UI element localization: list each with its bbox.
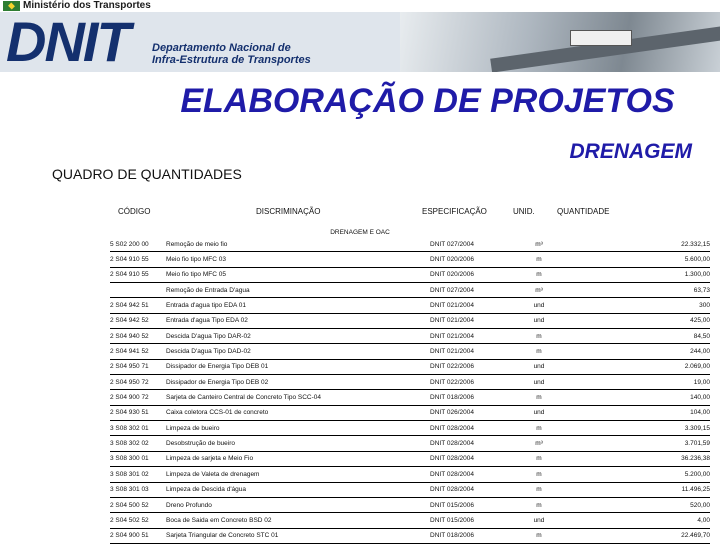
column-header-quantidade: QUANTIDADE <box>557 207 610 216</box>
row-quantidade: 1.300,00 <box>578 267 710 282</box>
row-discriminacao: Descida D'agua Tipo DAD-02 <box>166 344 430 359</box>
row-especificacao: DNIT 018/2006 <box>430 528 500 543</box>
row-unid: m <box>500 467 578 482</box>
row-quantidade: 244,00 <box>578 344 710 359</box>
row-especificacao: DNIT 027/2004 <box>430 237 500 252</box>
row-codigo: 2 S04 502 52 <box>110 513 166 528</box>
row-quantidade: 425,00 <box>578 313 710 328</box>
table-row <box>110 451 710 466</box>
row-especificacao: DNIT 020/2006 <box>430 252 500 267</box>
row-codigo: 3 S08 302 02 <box>110 436 166 451</box>
column-header-unid: UNID. <box>513 207 535 216</box>
row-codigo: 2 S04 900 51 <box>110 528 166 543</box>
row-especificacao: DNIT 028/2004 <box>430 482 500 497</box>
row-discriminacao: Remoção de meio fio <box>166 237 430 252</box>
table-row <box>110 467 710 482</box>
row-codigo: 3 S08 301 02 <box>110 467 166 482</box>
row-especificacao: DNIT 026/2004 <box>430 405 500 420</box>
row-unid: m <box>500 528 578 543</box>
row-quantidade: 140,00 <box>578 390 710 405</box>
row-unid: m <box>500 390 578 405</box>
department-line-1: Departamento Nacional de <box>152 42 291 54</box>
table-row <box>110 482 710 497</box>
department-line-2: Infra-Estrutura de Transportes <box>152 54 311 66</box>
row-especificacao: DNIT 028/2004 <box>430 467 500 482</box>
table-row <box>110 436 710 451</box>
row-quantidade: 11.496,25 <box>578 482 710 497</box>
government-bar <box>0 0 720 12</box>
table-row <box>110 390 710 405</box>
row-codigo: 2 S04 930 51 <box>110 405 166 420</box>
table-row <box>110 375 710 390</box>
table-row <box>110 528 710 543</box>
row-quantidade: 3.701,59 <box>578 436 710 451</box>
row-codigo: 2 S04 950 72 <box>110 375 166 390</box>
row-unid: m <box>500 421 578 436</box>
row-codigo: 2 S04 941 52 <box>110 344 166 359</box>
quantities-table <box>110 237 710 544</box>
row-discriminacao: Caixa coletora CCS-01 de concreto <box>166 405 430 420</box>
table-row <box>110 283 710 298</box>
row-unid: m <box>500 344 578 359</box>
row-codigo: 2 S04 910 55 <box>110 252 166 267</box>
row-discriminacao: Dissipador de Energia Tipo DEB 01 <box>166 359 430 374</box>
row-especificacao: DNIT 021/2004 <box>430 344 500 359</box>
row-discriminacao: Limpeza de Valeta de drenagem <box>166 467 430 482</box>
row-codigo: 3 S08 300 01 <box>110 451 166 466</box>
row-discriminacao: Meio fio tipo MFC 03 <box>166 252 430 267</box>
table-row <box>110 421 710 436</box>
row-especificacao: DNIT 020/2006 <box>430 267 500 282</box>
row-especificacao: DNIT 028/2004 <box>430 421 500 436</box>
table-row <box>110 344 710 359</box>
column-header-especificacao: ESPECIFICAÇÃO <box>422 207 487 216</box>
row-quantidade: 4,00 <box>578 513 710 528</box>
row-codigo: 2 S04 942 52 <box>110 313 166 328</box>
highway-photo-image <box>400 12 720 72</box>
quadro-title: QUADRO DE QUANTIDADES <box>52 166 242 182</box>
row-codigo: 2 S04 950 71 <box>110 359 166 374</box>
column-header-codigo: CÓDIGO <box>118 207 151 216</box>
row-especificacao: DNIT 021/2004 <box>430 313 500 328</box>
table-row <box>110 497 710 512</box>
row-unid: m³ <box>500 237 578 252</box>
row-discriminacao: Sarjeta de Canteiro Central de Concreto Tipo SCC-04 <box>166 390 430 405</box>
row-especificacao: DNIT 028/2004 <box>430 436 500 451</box>
row-codigo: 2 S04 900 72 <box>110 390 166 405</box>
row-unid: m <box>500 329 578 344</box>
row-unid: und <box>500 359 578 374</box>
table-row <box>110 359 710 374</box>
row-discriminacao: Desobstrução de bueiro <box>166 436 430 451</box>
row-especificacao: DNIT 021/2004 <box>430 298 500 313</box>
row-codigo: 5 S02 200 00 <box>110 237 166 252</box>
row-especificacao: DNIT 015/2006 <box>430 513 500 528</box>
row-codigo: 2 S04 910 55 <box>110 267 166 282</box>
row-especificacao: DNIT 015/2006 <box>430 497 500 512</box>
row-discriminacao: Sarjeta Triangular de Concreto STC 01 <box>166 528 430 543</box>
row-codigo: 3 S08 301 03 <box>110 482 166 497</box>
row-quantidade: 22.469,70 <box>578 528 710 543</box>
page-subtitle: DRENAGEM <box>569 140 692 163</box>
section-label: DRENAGEM E OAC <box>330 229 390 236</box>
row-codigo: 2 S04 942 51 <box>110 298 166 313</box>
row-unid: m <box>500 267 578 282</box>
row-unid: m <box>500 482 578 497</box>
row-discriminacao: Dissipador de Energia Tipo DEB 02 <box>166 375 430 390</box>
row-discriminacao: Entrada d'agua tipo EDA 01 <box>166 298 430 313</box>
row-discriminacao: Boca de Saida em Concreto BSD 02 <box>166 513 430 528</box>
row-unid: m³ <box>500 436 578 451</box>
row-unid: und <box>500 405 578 420</box>
row-codigo: 2 S04 940 52 <box>110 329 166 344</box>
row-quantidade: 5.200,00 <box>578 467 710 482</box>
table-row <box>110 329 710 344</box>
row-quantidade: 19,00 <box>578 375 710 390</box>
table-row <box>110 405 710 420</box>
row-especificacao: DNIT 022/2006 <box>430 375 500 390</box>
row-codigo: 2 S04 500 52 <box>110 497 166 512</box>
table-row <box>110 298 710 313</box>
row-especificacao: DNIT 022/2006 <box>430 359 500 374</box>
row-unid: m <box>500 451 578 466</box>
column-header-discriminacao: DISCRIMINAÇÃO <box>256 207 321 216</box>
row-unid: m <box>500 252 578 267</box>
row-quantidade: 300 <box>578 298 710 313</box>
row-discriminacao: Meio fio tipo MFC 05 <box>166 267 430 282</box>
row-discriminacao: Remoção de Entrada D'agua <box>166 283 430 298</box>
row-quantidade: 520,00 <box>578 497 710 512</box>
row-quantidade: 84,50 <box>578 329 710 344</box>
row-quantidade: 5.600,00 <box>578 252 710 267</box>
row-quantidade: 2.069,00 <box>578 359 710 374</box>
row-unid: und <box>500 313 578 328</box>
table-row <box>110 267 710 282</box>
department-name <box>152 42 311 66</box>
row-discriminacao: Descida D'agua Tipo DAR-02 <box>166 329 430 344</box>
row-unid: und <box>500 375 578 390</box>
row-quantidade: 3.309,15 <box>578 421 710 436</box>
row-discriminacao: Entrada d'agua Tipo EDA 02 <box>166 313 430 328</box>
table-row <box>110 252 710 267</box>
row-quantidade: 36.236,38 <box>578 451 710 466</box>
brazil-flag-icon <box>3 1 20 11</box>
row-unid: und <box>500 298 578 313</box>
row-quantidade: 104,00 <box>578 405 710 420</box>
row-unid: und <box>500 513 578 528</box>
table-row <box>110 313 710 328</box>
row-especificacao: DNIT 027/2004 <box>430 283 500 298</box>
row-especificacao: DNIT 021/2004 <box>430 329 500 344</box>
row-unid: m <box>500 497 578 512</box>
dnit-banner <box>0 12 720 72</box>
row-discriminacao: Dreno Profundo <box>166 497 430 512</box>
row-especificacao: DNIT 028/2004 <box>430 451 500 466</box>
table-row <box>110 513 710 528</box>
row-codigo <box>110 283 166 298</box>
page-title: ELABORAÇÃO DE PROJETOS <box>180 82 675 120</box>
dnit-logo: DNIT <box>6 12 129 72</box>
government-text: Ministério dos Transportes <box>23 0 151 11</box>
row-quantidade: 63,73 <box>578 283 710 298</box>
row-discriminacao: Limpeza de bueiro <box>166 421 430 436</box>
row-quantidade: 22.332,15 <box>578 237 710 252</box>
row-discriminacao: Limpeza de sarjeta e Meio Fio <box>166 451 430 466</box>
table-row <box>110 237 710 252</box>
row-discriminacao: Limpeza de Descida d'água <box>166 482 430 497</box>
row-especificacao: DNIT 018/2006 <box>430 390 500 405</box>
row-codigo: 3 S08 302 01 <box>110 421 166 436</box>
row-unid: m³ <box>500 283 578 298</box>
